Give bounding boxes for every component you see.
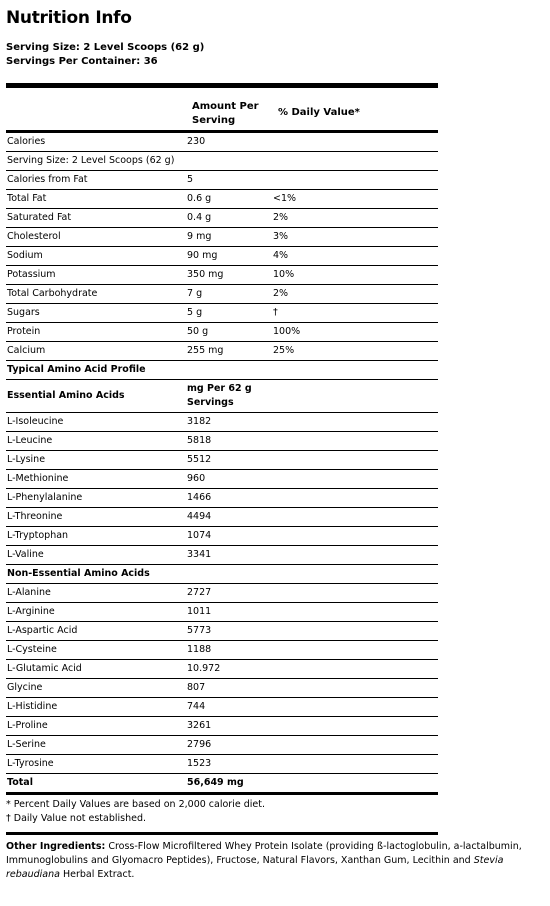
essential-amino-row [6, 432, 438, 451]
nutrient-amount: 5 [187, 174, 194, 185]
amino-acid-mg: 807 [187, 682, 206, 693]
amount-per-serving-header: Amount Per Serving [192, 101, 259, 126]
non-essential-title: Non-Essential Amino Acids [6, 565, 438, 584]
essential-header: Essential Amino Acids mg Per 62 g Servings [6, 380, 438, 413]
amino-acid-mg: 744 [187, 701, 206, 712]
essential-rows [6, 413, 438, 565]
non-essential-amino-row [6, 584, 438, 603]
nutrient-row [6, 342, 438, 361]
amino-acid-name: L-Serine [7, 739, 46, 750]
amino-acid-name: L-Isoleucine [7, 416, 64, 427]
nutrient-amount: 255 mg [187, 345, 224, 356]
nutrient-amount: 90 mg [187, 250, 218, 261]
serving-info [6, 41, 204, 69]
nutrient-row [6, 228, 438, 247]
non-essential-amino-row [6, 736, 438, 755]
nutrient-amount: 9 mg [187, 231, 212, 242]
nutrient-daily-value: † [273, 307, 278, 318]
nutrient-name: Total Fat [7, 193, 47, 204]
non-essential-amino-row [6, 603, 438, 622]
non-essential-amino-row [6, 755, 438, 774]
nutrient-row [6, 152, 438, 171]
amino-acid-mg: 5818 [187, 435, 212, 446]
nutrient-daily-value: 3% [273, 231, 289, 242]
nutrient-row [6, 190, 438, 209]
nutrient-name: Saturated Fat [7, 212, 72, 223]
non-essential-amino-row [6, 698, 438, 717]
nutrient-daily-value: 100% [273, 326, 301, 337]
nutrient-row [6, 266, 438, 285]
essential-amino-row [6, 489, 438, 508]
amino-acid-name: L-Histidine [7, 701, 58, 712]
nutrient-row [6, 247, 438, 266]
nutrient-amount: 50 g [187, 326, 209, 337]
amino-acid-name: L-Arginine [7, 606, 55, 617]
amino-acid-mg: 3341 [187, 549, 212, 560]
nutrient-amount: 5 g [187, 307, 203, 318]
nutrient-row [6, 209, 438, 228]
footnote-dv: * Percent Daily Values are based on 2,000 calorie diet. [6, 799, 265, 810]
nutrient-name: Calcium [7, 345, 46, 356]
amino-acid-name: L-Threonine [7, 511, 63, 522]
amino-acid-mg: 3261 [187, 720, 212, 731]
amino-acid-name: L-Phenylalanine [7, 492, 83, 503]
serving-size: Serving Size: 2 Level Scoops (62 g) [6, 42, 205, 53]
amino-acid-name: L-Aspartic Acid [7, 625, 78, 636]
nutrient-row [6, 285, 438, 304]
footnote-dagger: † Daily Value not established. [6, 813, 147, 824]
amino-acid-mg: 2796 [187, 739, 212, 750]
non-essential-rows [6, 584, 438, 774]
amino-acid-mg: 2727 [187, 587, 212, 598]
nutrient-name: Total Carbohydrate [7, 288, 98, 299]
non-essential-amino-row [6, 679, 438, 698]
amino-acid-mg: 960 [187, 473, 206, 484]
amino-acid-mg: 5512 [187, 454, 212, 465]
amino-acid-name: L-Valine [7, 549, 44, 560]
nutrient-amount: 7 g [187, 288, 203, 299]
nutrient-daily-value: 10% [273, 269, 295, 280]
nutrient-daily-value: <1% [273, 193, 297, 204]
amino-acid-name: L-Alanine [7, 587, 51, 598]
amino-acid-mg: 5773 [187, 625, 212, 636]
amino-acid-mg: 1523 [187, 758, 212, 769]
amino-acid-name: L-Tyrosine [7, 758, 54, 769]
amino-acid-mg: 10.972 [187, 663, 221, 674]
amino-acid-name: L-Glutamic Acid [7, 663, 82, 674]
amino-acid-name: Glycine [7, 682, 43, 693]
amino-acid-mg: 1188 [187, 644, 212, 655]
total-row: Total 56,649 mg [6, 774, 438, 795]
nutrient-amount: 350 mg [187, 269, 224, 280]
nutrient-row [6, 171, 438, 190]
amino-acid-name: L-Cysteine [7, 644, 57, 655]
nutrient-rows [6, 133, 438, 361]
other-ingredients: Other Ingredients: Cross-Flow Microfiltered Whey Protein Isolate (providing ß-lactoglobulin, a-lactalbumin, Immunoglobulins and Glyomacro Peptides), Fructose, Natural Flavors, Xanthan Gum, Lecithin and Stevia rebaudiana Herbal Extract. [6, 841, 522, 880]
nutrient-name: Potassium [7, 269, 56, 280]
amino-acid-name: L-Methionine [7, 473, 69, 484]
amino-acid-name: L-Lysine [7, 454, 46, 465]
non-essential-amino-row [6, 717, 438, 736]
amino-profile-title: Typical Amino Acid Profile [6, 361, 438, 380]
nutrient-name: Protein [7, 326, 41, 337]
nutrient-daily-value: 25% [273, 345, 295, 356]
amino-acid-name: L-Tryptophan [7, 530, 69, 541]
nutrient-name: Calories from Fat [7, 174, 88, 185]
nutrient-daily-value: 2% [273, 288, 289, 299]
amino-acid-name: L-Proline [7, 720, 48, 731]
nutrient-row [6, 304, 438, 323]
essential-amino-row [6, 413, 438, 432]
nutrient-amount: 0.4 g [187, 212, 212, 223]
essential-amino-row [6, 546, 438, 565]
amino-acid-mg: 1074 [187, 530, 212, 541]
nutrient-name: Serving Size: 2 Level Scoops (62 g) [7, 155, 175, 166]
non-essential-amino-row [6, 622, 438, 641]
non-essential-amino-row [6, 660, 438, 679]
nutrient-row [6, 133, 438, 152]
nutrient-row [6, 323, 438, 342]
essential-amino-row [6, 451, 438, 470]
essential-amino-row [6, 470, 438, 489]
amino-acid-mg: 1011 [187, 606, 212, 617]
daily-value-header: % Daily Value* [278, 107, 360, 118]
page-title: Nutrition Info [6, 8, 132, 28]
amino-acid-mg: 3182 [187, 416, 212, 427]
nutrient-daily-value: 2% [273, 212, 289, 223]
table-header [6, 88, 438, 133]
nutrient-name: Sugars [7, 307, 40, 318]
nutrient-name: Sodium [7, 250, 43, 261]
essential-amino-row [6, 508, 438, 527]
amino-acid-mg: 4494 [187, 511, 212, 522]
non-essential-amino-row [6, 641, 438, 660]
nutrition-facts-table [6, 83, 438, 835]
nutrient-amount: 0.6 g [187, 193, 212, 204]
servings-per-container: Servings Per Container: 36 [6, 56, 158, 67]
nutrient-amount: 230 [187, 136, 206, 147]
nutrient-name: Calories [7, 136, 46, 147]
nutrient-daily-value: 4% [273, 250, 289, 261]
amino-acid-name: L-Leucine [7, 435, 53, 446]
footnotes [6, 795, 438, 835]
nutrient-name: Cholesterol [7, 231, 61, 242]
amino-acid-mg: 1466 [187, 492, 212, 503]
essential-amino-row [6, 527, 438, 546]
